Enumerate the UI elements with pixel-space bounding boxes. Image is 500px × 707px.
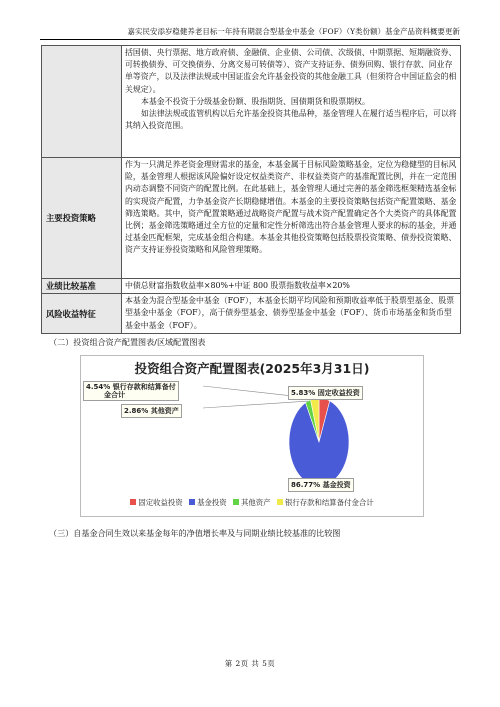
legend-item xyxy=(277,497,374,508)
benchmark-text: 中债总财富指数收益率×80%+中证 800 股票指数收益率×20% xyxy=(125,281,350,290)
legend-swatch xyxy=(189,499,195,505)
row-content xyxy=(122,294,461,334)
callout-fixed-income: 5.83% 固定收益投资 xyxy=(288,386,363,400)
scope-paragraph: 括国债、央行票据、地方政府债、金融债、企业债、公司债、次级债、中期票据、短期融资券、可转换债券、可交换债券、分离交易可转债等）、资产支持证券、债券回购、银行存款、同业存单等资产，以及法律法规或中国证监会允许基金投资的其他金融工具（但须符合中国证监会的相关规定）。 xyxy=(125,48,457,94)
page-footer: 第 2页 共 5页 xyxy=(224,659,276,668)
scope-paragraph: 本基金不投资于分级基金份额、股指期货、国债期货和股票期权。 xyxy=(141,96,370,106)
table-row xyxy=(42,279,461,294)
legend-label: 其他资产 xyxy=(241,498,271,507)
table-row xyxy=(42,46,461,158)
legend-item xyxy=(130,497,182,508)
table-row xyxy=(42,158,461,279)
callout-line xyxy=(203,401,308,408)
risk-return-text: 本基金为混合型基金中基金（FOF），本基金长期平均风险和预期收益率低于股票型基金、股票型基金中基金（FOF），高于债券型基金、债券型基金中基金（FOF）、货币市场基金和货币型基金中基金（FOF）。 xyxy=(125,296,455,330)
legend-label: 固定收益投资 xyxy=(138,498,183,507)
callout-fund-investment: 86.77% 基金投资 xyxy=(288,478,354,492)
row-label: 业绩比较基准 xyxy=(42,279,122,294)
chart-title: 投资组合资产配置图表(2025年3月31日) xyxy=(134,361,370,376)
callout-bank-deposits xyxy=(83,381,179,401)
pie-slices xyxy=(289,398,349,486)
legend-label: 基金投资 xyxy=(197,498,227,507)
section-title-nav-comparison: （三）自基金合同生效以来基金每年的净值增长率及与同期业绩比较基准的比较图 xyxy=(49,528,341,538)
asset-allocation-chart xyxy=(80,355,424,517)
row-content xyxy=(122,279,461,294)
legend-swatch xyxy=(130,499,136,505)
fund-info-table xyxy=(41,45,461,334)
section-title-asset-allocation: （二）投资组合资产配置图表/区域配置图表 xyxy=(49,337,206,347)
pie-chart xyxy=(81,356,423,516)
callout-text: 金合计 xyxy=(104,391,125,399)
legend-swatch xyxy=(277,499,283,505)
legend-item xyxy=(233,497,271,508)
row-content xyxy=(122,158,461,279)
legend-swatch xyxy=(233,499,239,505)
callout-text: 4.54% 银行存款和结算备付 xyxy=(86,383,176,391)
callout-other-assets: 2.86% 其他资产 xyxy=(121,404,182,418)
page-header: 嘉实民安添岁稳健养老目标一年持有期混合型基金中基金（FOF）（Y类份额）基金产品资料概要更新 xyxy=(40,26,460,40)
legend-item xyxy=(189,497,227,508)
chart-legend xyxy=(81,497,423,508)
table-row xyxy=(42,294,461,334)
scope-paragraph: 如法律法规或监管机构以后允许基金投资其他品种，基金管理人在履行适当程序后，可以将其纳入投资范围。 xyxy=(125,109,457,131)
row-label: 风险收益特征 xyxy=(42,294,122,334)
legend-label: 银行存款和结算备付金合计 xyxy=(284,498,374,507)
row-content xyxy=(122,46,461,158)
row-label: 主要投资策略 xyxy=(42,158,122,279)
row-label xyxy=(42,46,122,158)
strategy-paragraph: 作为一只满足养老资金理财需求的基金，本基金属于目标风险策略基金，定位为稳健型的目标风险，基金管理人根据该风险偏好设定权益类资产、非权益类资产的基准配置比例，并在一定范围内动态调整不同资产的配置比例。在此基础上，基金管理人通过完善的基金筛选框架精选基金标的实现资产配置，力争基金资产长期稳健增值。本基金的主要投资策略包括资产配置策略、基金筛选策略。其中，资产配置策略通过战略资产配置与战术资产配置确定各个大类资产的具体配置比例；基金筛选策略通过全方位的定量和定性分析筛选出符合基金管理人要求的标的基金，并通过基金匹配框架，完成基金组合构建。本基金其他投资策略包括股票投资策略、债券投资策略、资产支持证券投资策略和风险管理策略。 xyxy=(125,160,457,255)
